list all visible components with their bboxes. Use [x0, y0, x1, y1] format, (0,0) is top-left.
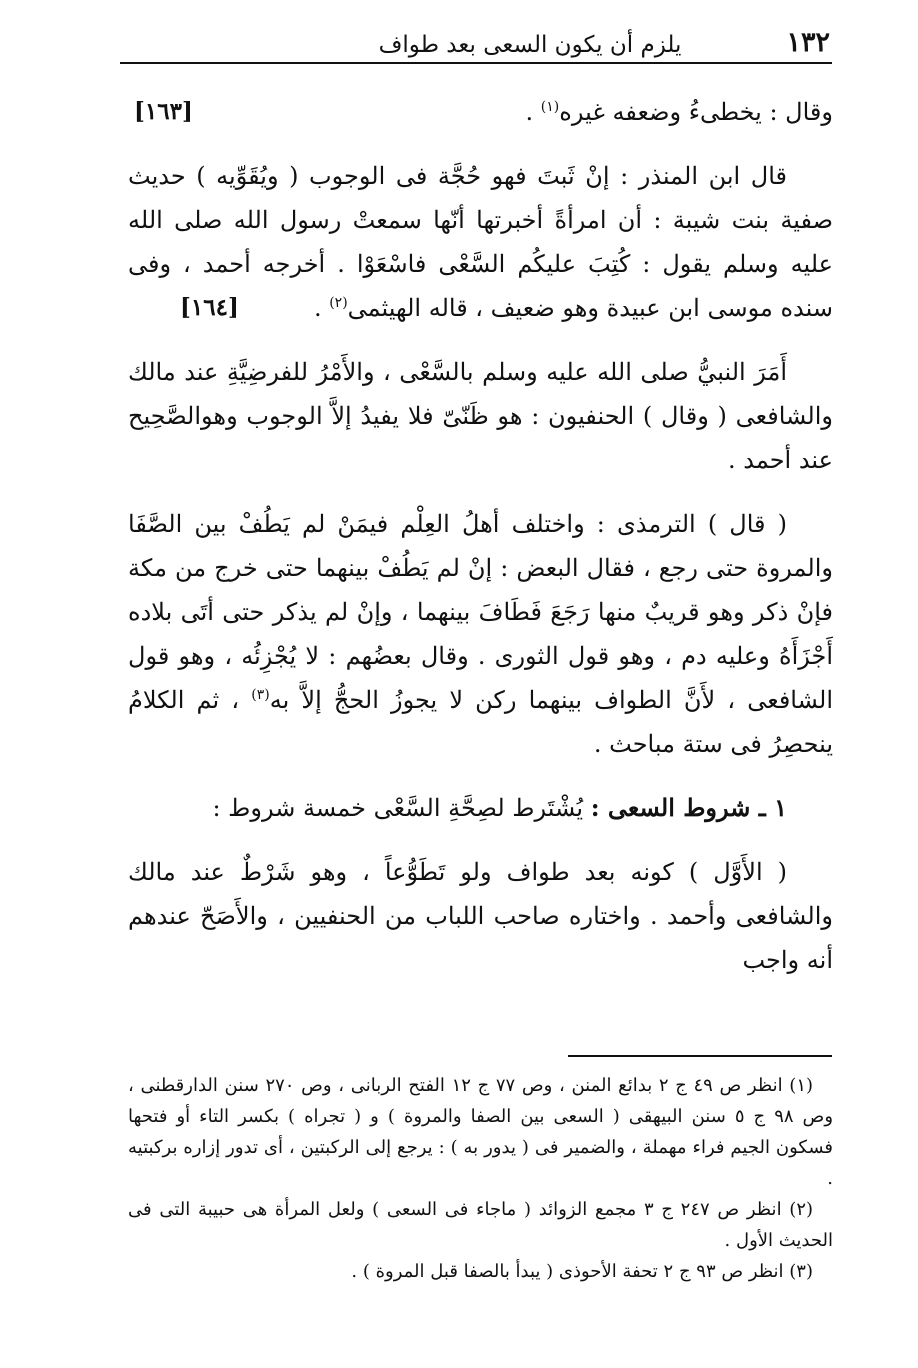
section-text: يُشْتَرط لصِحَّةِ السَّعْى خمسة شروط : — [212, 794, 591, 822]
reference-number: [١٦٣] — [134, 98, 193, 125]
paragraph-end: ، ثم الكلامُ ينحصِرُ فى ستة مباحث . — [128, 686, 833, 758]
footnote-marker: (١) — [540, 99, 560, 115]
paragraph-end: . — [313, 294, 330, 322]
header-rule — [120, 62, 832, 64]
footnote-2: (٢) انظر ص ٢٤٧ ج ٣ مجمع الزوائد ( ماجاء فى السعى ) ولعل المرأة هى حبيبة التى فى الحديث الأول . — [128, 1199, 833, 1251]
page-header — [118, 18, 830, 58]
paragraph-end: . — [525, 98, 541, 126]
paragraph-text: ( قال ) الترمذى : واختلف أهلُ العِلْم فيمَنْ لم يَطُفْ بين الصَّفَا والمروة حتى رجع ، فقال البعض : إنْ لم يَطُفْ بينهما حتى خرج من مكة فإنْ ذكر وهو قريبٌ منها رَجَعَ فَطَافَ بينهما ، وإنْ لم يذكر حتى أتَى بلاده أَجْزَأَهُ وعليه دم ، وهو قول الثورى . وقال بعضُهم : لا يُجْزِئُه ، وهو قول الشافعى ، لأَنَّ الطواف بينهما ركن لا يجوزُ الحجُّ إلاَّ به — [128, 510, 833, 714]
page-number: ١٣٢ — [786, 27, 830, 58]
paragraph-text: وقال : يخطىءُ وضعفه غيره — [559, 98, 833, 126]
footnote-rule — [568, 1055, 832, 1057]
running-title: يلزم أن يكون السعى بعد طواف — [378, 32, 682, 58]
paragraph-5: ( الأَوَّل ) كونه بعد طواف ولو تَطَوُّعاً ، وهو شَرْطٌ عند مالك والشافعى وأحمد . واختاره صاحب اللباب من الحنفيين ، والأَصَحّ عندهم أنه واجب — [128, 858, 833, 974]
paragraph-1 — [128, 90, 833, 134]
reference-number: [١٦٤] — [180, 294, 239, 321]
footnote-3: (٣) انظر ص ٩٣ ج ٢ تحفة الأحوذى ( يبدأ بالصفا قبل المروة ) . — [351, 1261, 813, 1282]
footnotes — [128, 1070, 833, 1287]
footnote-marker: (٢) — [329, 295, 348, 311]
footnote-1: (١) انظر ص ٤٩ ج ٢ بدائع المنن ، وص ٧٧ ج ١٢ الفتح الربانى ، وص ٢٧٠ سنن الدارقطنى ، وص ٩٨ ج ٥ سنن البيهقى ( السعى بين الصفا والمروة ) و ( تجراه ) بكسر التاء أو فتحها فسكون الجيم فراء مهملة ، والضمير فى ( يدور به ) : يرجع إلى الركبتين ، أى تدور إزاره بركبتيه . — [128, 1075, 834, 1189]
footnote-marker: (٣) — [251, 687, 270, 703]
paragraph-4 — [128, 502, 833, 766]
section-heading-paragraph — [128, 786, 833, 830]
paragraph-text: قال ابن المنذر : إنْ ثَبتَ فهو حُجَّة فى الوجوب ( ويُقَوِّيه ) حديث صفية بنت شيبة : أن امرأةً أخبرتها أنّها سمعتْ رسول الله صلى الله عليه وسلم يقول : كُتِبَ عليكُم السَّعْى فاسْعَوْا . أخرجه أحمد ، وفى سنده موسى ابن عبيدة وهو ضعيف ، قاله الهيثمى — [128, 162, 833, 322]
main-text — [128, 90, 833, 1002]
paragraph-2 — [128, 154, 833, 330]
section-title: ١ ـ شروط السعى : — [590, 793, 787, 822]
paragraph-3: أَمَرَ النبيُّ صلى الله عليه وسلم بالسَّعْى ، والأَمْرُ للفرضِيَّةِ عند مالك والشافعى ( وقال ) الحنفيون : هو ظَنّىّ فلا يفيدُ إلاَّ الوجوب وهوالصَّحِيح عند أحمد . — [128, 358, 833, 474]
